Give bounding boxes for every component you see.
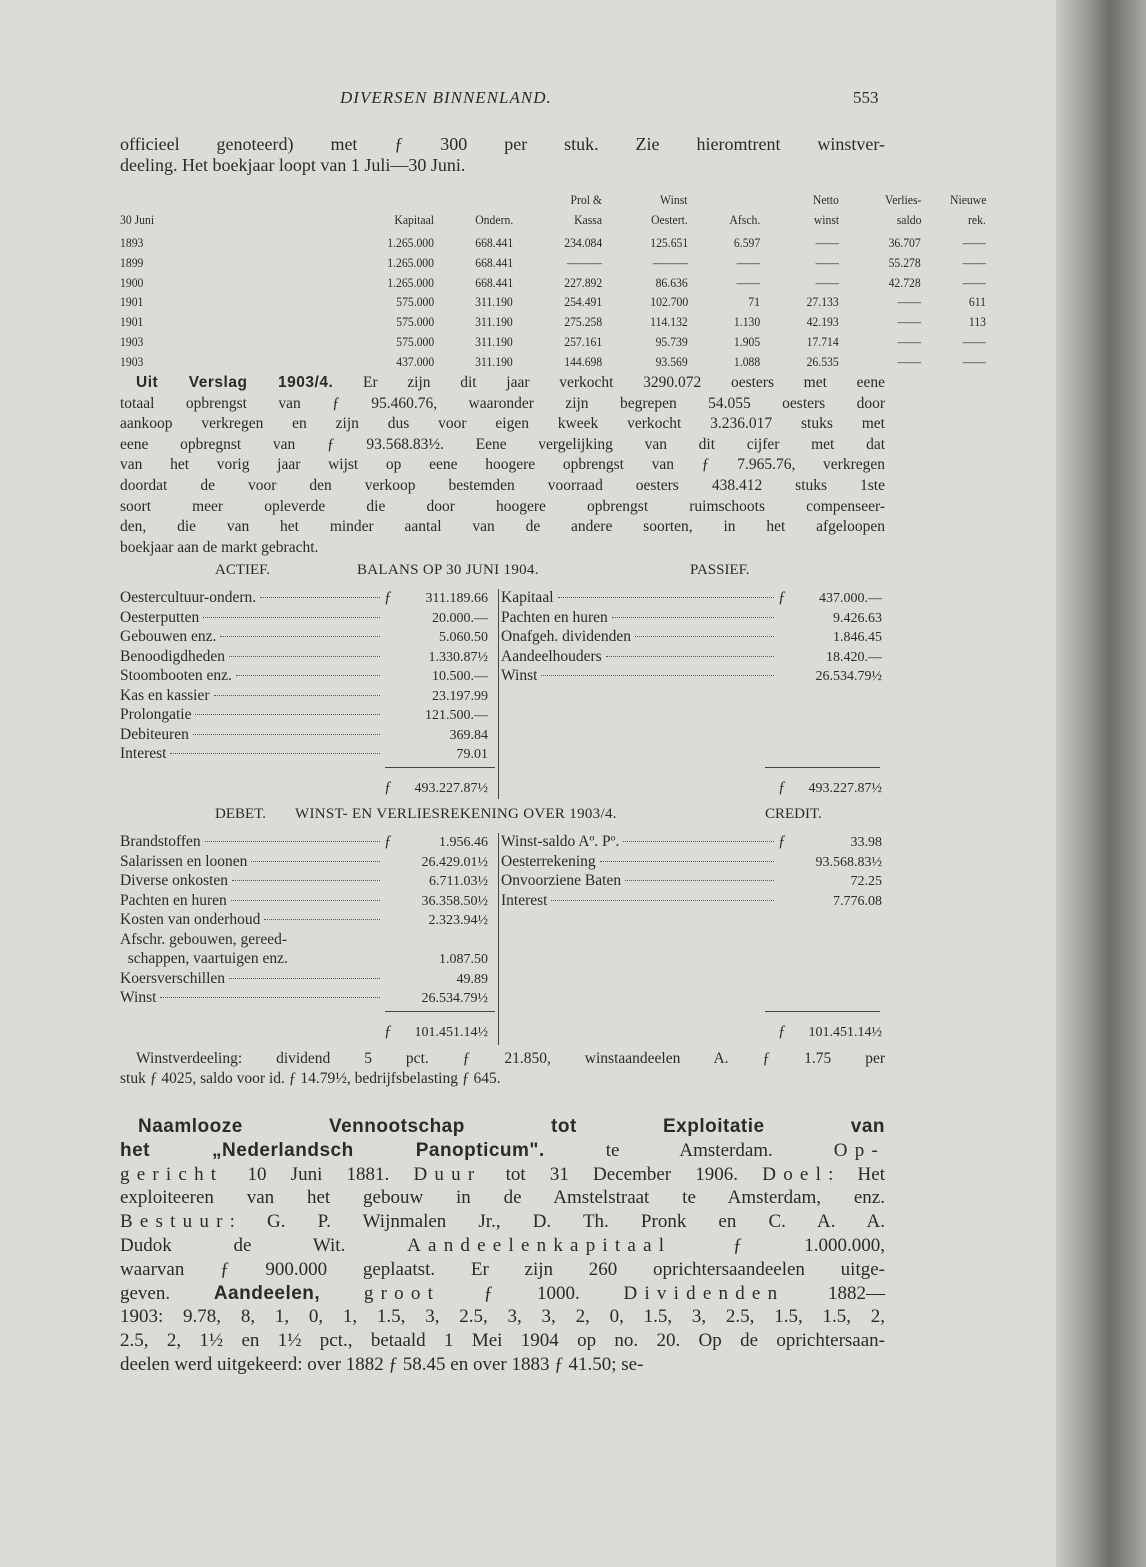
text-line xyxy=(120,518,885,539)
account-value: 23.197.99 xyxy=(432,688,488,704)
dot-leader xyxy=(551,899,774,901)
account-row xyxy=(120,687,488,706)
account-label: Oestercultuur-ondern. xyxy=(120,589,257,606)
account-label: Prolongatie xyxy=(120,706,192,723)
table-cell: 1.088 xyxy=(733,353,760,369)
table-cell: —— xyxy=(962,274,986,290)
text-line xyxy=(120,456,885,477)
account-label: Aandeelhouders xyxy=(501,647,602,665)
text-segment: exploiteeren van het gebouw in de Amstelstraat te Amsterdam, enz. xyxy=(120,1187,885,1209)
total-value: 493.227.87½ xyxy=(808,781,882,796)
spaced-text: Dividenden xyxy=(623,1282,785,1304)
account-value: 9.426.63 xyxy=(833,610,882,626)
dot-leader xyxy=(220,635,380,637)
table-cell: —— xyxy=(962,254,986,270)
text-line xyxy=(120,1070,885,1090)
account-value: 26.429.01½ xyxy=(421,854,488,870)
account-row xyxy=(120,667,488,686)
account-label: Benoodigdheden xyxy=(120,647,226,665)
table-cell: Oestert. xyxy=(651,212,688,227)
currency-sign: ƒ xyxy=(384,779,392,796)
account-row xyxy=(120,911,488,930)
table-cell: 1.130 xyxy=(733,314,760,330)
text-segment: : G. P. Wijnmalen Jr., D. Th. Pronk en C. A. A. xyxy=(229,1211,885,1233)
account-label: Kapitaal xyxy=(501,589,554,606)
account-row xyxy=(120,853,488,872)
text-segment: ƒ 1.000.000, xyxy=(671,1235,886,1256)
account-title: WINST- EN VERLIESREKENING OVER 1903/4. xyxy=(295,806,617,822)
left-heading: ACTIEF. xyxy=(215,562,271,578)
table-cell: 30 Juni xyxy=(120,212,155,227)
text-segment: : Het xyxy=(828,1163,885,1185)
table-row xyxy=(120,235,986,253)
account-row xyxy=(501,667,882,686)
total-rule-right xyxy=(765,1011,880,1012)
table-cell: Afsch. xyxy=(729,212,760,227)
dot-leader xyxy=(193,733,380,735)
table-row xyxy=(120,274,986,293)
table-cell: 6.597 xyxy=(733,235,760,250)
currency-sign: ƒ xyxy=(384,833,392,850)
text-line xyxy=(120,1305,885,1329)
account-value: 20.000.— xyxy=(432,610,488,626)
dot-leader xyxy=(625,879,774,881)
right-heading: CREDIT. xyxy=(765,806,822,822)
dot-leader xyxy=(558,596,774,598)
account-label: Pachten en huren xyxy=(501,608,608,626)
total-rule-left xyxy=(385,767,495,768)
account-label: Gebouwen enz. xyxy=(120,628,217,645)
account-value: 369.84 xyxy=(449,727,488,743)
table-cell: —— xyxy=(736,274,760,290)
account-label: Interest xyxy=(501,891,548,909)
text-segment: tot 31 December 1906. xyxy=(481,1163,763,1185)
table-cell: 1.905 xyxy=(733,334,760,349)
right-total xyxy=(501,779,882,798)
account-value: 1.087.50 xyxy=(439,952,488,967)
text-segment: van het vorig jaar wijst op eene hoogere opbrengst van ƒ 7.965.76, verkregen xyxy=(120,456,885,474)
text-segment: totaal opbrengst van ƒ 95.460.76, waaronder zijn begrepen 54.055 oesters door xyxy=(120,394,885,412)
table-cell: —— xyxy=(815,235,839,250)
total-rule-right xyxy=(765,767,880,768)
page-edge-shadow xyxy=(1056,0,1146,1567)
account-value: 121.500.— xyxy=(425,708,488,723)
bold-text: het „Nederlandsch Panopticum". xyxy=(120,1139,545,1161)
text-line xyxy=(120,436,885,457)
account-value: 5.060.50 xyxy=(439,630,488,645)
dot-leader xyxy=(229,977,380,979)
text-line xyxy=(120,1353,885,1377)
table-cell: Prol & xyxy=(570,192,602,207)
text-segment: boekjaar aan de markt gebracht. xyxy=(120,538,319,556)
text-segment: deeling. Het boekjaar loopt van 1 Juli—30 Juni. xyxy=(120,155,466,175)
account-label: Afschr. gebouwen, gereed- xyxy=(120,930,287,948)
account-row xyxy=(120,989,488,1008)
account-value: 10.500.— xyxy=(432,669,488,684)
dot-leader xyxy=(170,752,380,754)
bold-text: Aandeelen, xyxy=(213,1282,321,1304)
account-label: Oesterputten xyxy=(120,608,200,626)
dot-leader xyxy=(623,840,774,842)
table-cell: 1901 xyxy=(120,314,144,330)
table-header-row xyxy=(120,212,986,230)
account-value: 311.189.66 xyxy=(425,591,488,606)
spaced-text: Aandeelenkapitaal xyxy=(407,1235,672,1256)
table-cell: 27.133 xyxy=(806,294,839,310)
table-cell: 575.000 xyxy=(395,334,434,349)
dot-leader xyxy=(232,879,380,881)
table-cell: 42.728 xyxy=(888,274,921,290)
table-cell: Kassa xyxy=(574,212,602,227)
table-cell: —— xyxy=(815,274,839,290)
table-cell: —— xyxy=(962,353,986,369)
table-cell: 668.441 xyxy=(474,274,513,290)
account-row xyxy=(120,589,488,608)
account-value: 79.01 xyxy=(456,747,488,762)
account-row xyxy=(501,892,882,911)
text-segment: te Amsterdam. xyxy=(544,1139,834,1161)
account-value: 18.420.— xyxy=(826,649,882,665)
text-line xyxy=(120,1282,885,1306)
account-label: Onafgeh. dividenden xyxy=(501,628,631,645)
spaced-text: Bestuur xyxy=(120,1211,230,1233)
table-cell: 668.441 xyxy=(474,235,513,250)
account-label: Interest xyxy=(120,745,167,762)
column-divider xyxy=(498,589,499,799)
text-segment: Dudok de Wit. xyxy=(120,1235,408,1256)
account-value: 93.568.83½ xyxy=(815,854,882,870)
table-cell: 95.739 xyxy=(655,334,688,349)
account-row xyxy=(120,950,488,969)
text-line xyxy=(120,134,885,155)
table-cell: 36.707 xyxy=(888,235,921,250)
dot-leader xyxy=(195,713,380,715)
column-divider xyxy=(498,833,499,1045)
text-line xyxy=(120,1186,885,1210)
account-label: Debiteuren xyxy=(120,725,189,743)
table-cell: 125.651 xyxy=(649,235,688,250)
account-label: Oesterrekening xyxy=(501,852,596,870)
table-cell: ——— xyxy=(652,254,688,270)
account-row xyxy=(120,706,488,725)
account-label: Salarissen en loonen xyxy=(120,852,248,870)
table-cell: 42.193 xyxy=(806,314,839,330)
account-row xyxy=(501,628,882,647)
text-segment: eene opbregnst van ƒ 93.568.83½. Eene vergelijking van dit cijfer met dat xyxy=(120,435,885,453)
text-segment xyxy=(320,1283,364,1304)
table-cell: 1900 xyxy=(120,274,144,290)
account-value: 72.25 xyxy=(850,874,882,889)
text-segment: den, die van het minder aantal van de andere soorten, in het afgeloopen xyxy=(120,518,885,536)
dot-leader xyxy=(231,899,380,901)
table-cell: 1.265.000 xyxy=(387,235,434,250)
account-value: 26.534.79½ xyxy=(815,669,882,684)
table-cell: —— xyxy=(962,235,986,250)
dot-leader xyxy=(260,596,380,598)
text-segment: Er zijn dit jaar verkocht 3290.072 oesters met eene xyxy=(333,374,885,391)
text-segment: 1882— xyxy=(784,1282,886,1304)
account-row xyxy=(501,833,882,852)
bold-text: Uit Verslag 1903/4. xyxy=(136,374,334,391)
text-line xyxy=(120,539,885,560)
dot-leader xyxy=(612,616,774,618)
account-row xyxy=(501,648,882,667)
table-cell: 1903 xyxy=(120,334,144,349)
account-value: 26.534.79½ xyxy=(421,991,488,1006)
spaced-text: gericht xyxy=(120,1163,224,1185)
account-title: BALANS OP 30 JUNI 1904. xyxy=(357,562,539,578)
text-segment: 1903: 9.78, 8, 1, 0, 1, 1.5, 3, 2.5, 3, 3, 2, 0, 1.5, 3, 2.5, 1.5, 1.5, 2, xyxy=(120,1306,885,1328)
account-row xyxy=(120,970,488,989)
text-segment: doordat de voor den verkoop bestemden voorraad oesters 438.412 stuks 1ste xyxy=(120,477,885,494)
account-row xyxy=(120,931,488,950)
text-segment: 2.5, 2, 1½ en 1½ pct., betaald 1 Mei 1904 op no. 20. Op de oprichtersaan- xyxy=(120,1330,885,1352)
account-value: 2.323.94½ xyxy=(428,913,488,928)
text-line xyxy=(120,498,885,519)
table-row xyxy=(120,314,986,332)
table-cell: saldo xyxy=(896,212,921,227)
currency-sign: ƒ xyxy=(778,779,786,796)
text-segment: deelen werd uitgekeerd: over 1882 ƒ 58.45 en over 1883 ƒ 41.50; se- xyxy=(120,1354,644,1375)
dot-leader xyxy=(214,694,380,696)
table-cell: Winst xyxy=(660,192,688,207)
currency-sign: ƒ xyxy=(778,1023,786,1040)
spaced-text: Op- xyxy=(833,1139,886,1161)
text-line xyxy=(120,395,885,416)
table-cell: 114.132 xyxy=(650,314,688,330)
account-value: 6.711.03½ xyxy=(429,874,488,889)
text-line xyxy=(120,155,885,176)
bold-text: Naamlooze Vennootschap tot Exploitatie van xyxy=(138,1116,885,1137)
table-cell: 311.190 xyxy=(475,314,513,330)
account-value: 36.358.50½ xyxy=(421,893,488,909)
account-row xyxy=(120,745,488,764)
account-label: Pachten en huren xyxy=(120,891,227,909)
table-cell: —— xyxy=(736,254,760,270)
account-row xyxy=(120,892,488,911)
table-cell: 26.535 xyxy=(806,353,839,369)
account-value: 1.956.46 xyxy=(439,835,488,850)
table-cell: ——— xyxy=(566,254,602,270)
table-cell: 1.265.000 xyxy=(387,254,434,270)
left-heading: DEBET. xyxy=(215,806,266,822)
spaced-text: groot xyxy=(363,1282,441,1304)
account-value: 49.89 xyxy=(456,971,488,987)
table-cell: —— xyxy=(897,294,921,310)
currency-sign: ƒ xyxy=(778,589,786,606)
table-cell: 227.892 xyxy=(563,274,602,290)
table-row xyxy=(120,294,986,312)
account-row xyxy=(501,872,882,891)
table-cell: Ondern. xyxy=(474,212,513,227)
right-heading: PASSIEF. xyxy=(690,562,750,578)
text-line xyxy=(120,1234,885,1258)
table-cell: winst xyxy=(813,212,839,227)
table-row xyxy=(120,254,986,273)
currency-sign: ƒ xyxy=(384,589,392,606)
table-row xyxy=(120,353,986,372)
account-value: 7.776.08 xyxy=(833,893,882,909)
account-label: Winst-saldo Aº. Pº. xyxy=(501,833,620,850)
dot-leader xyxy=(264,918,380,920)
table-cell: 1893 xyxy=(120,235,144,250)
table-cell: 1901 xyxy=(120,294,144,310)
table-cell: —— xyxy=(962,334,986,349)
right-total xyxy=(501,1023,882,1042)
table-cell: 275.258 xyxy=(563,314,602,330)
left-total xyxy=(120,779,488,798)
table-cell: 257.161 xyxy=(563,334,602,349)
text-segment: stuk ƒ 4025, saldo voor id. ƒ 14.79½, bedrijfsbelasting ƒ 645. xyxy=(120,1070,501,1087)
account-label: Stoombooten enz. xyxy=(120,667,232,684)
left-total xyxy=(120,1023,488,1042)
account-label: Diverse onkosten xyxy=(120,872,229,889)
account-row xyxy=(120,628,488,647)
table-cell: —— xyxy=(897,334,921,349)
dot-leader xyxy=(205,840,380,842)
table-cell: 611 xyxy=(968,294,986,310)
text-line xyxy=(120,477,885,498)
dot-leader xyxy=(203,616,380,618)
table-cell: 668.441 xyxy=(474,254,513,270)
dot-leader xyxy=(229,655,380,657)
dot-leader xyxy=(160,996,380,998)
spaced-text: Doel xyxy=(762,1163,829,1185)
table-cell: Netto xyxy=(812,192,839,207)
account-row xyxy=(120,648,488,667)
table-cell: 93.569 xyxy=(655,353,688,369)
table-cell: 102.700 xyxy=(649,294,688,310)
text-segment: geven. xyxy=(120,1282,214,1304)
text-line xyxy=(120,1115,885,1139)
account-row xyxy=(501,853,882,872)
account-label: Kas en kassier xyxy=(120,686,210,704)
table-cell: Verlies- xyxy=(884,192,921,207)
total-rule-left xyxy=(385,1011,495,1012)
dot-leader xyxy=(635,635,774,637)
text-line xyxy=(120,1163,885,1187)
dot-leader xyxy=(251,860,380,862)
account-label: Koersverschillen xyxy=(120,969,226,987)
account-label: Onvoorziene Baten xyxy=(501,872,622,889)
table-cell: 86.636 xyxy=(655,274,688,290)
account-value: 437.000.— xyxy=(819,591,882,606)
account-label: Winst xyxy=(120,989,157,1006)
text-segment: aankoop verkregen en zijn dus voor eigen kweek verkocht 3.236.017 stuks met xyxy=(120,415,885,433)
table-cell: 71 xyxy=(748,294,760,310)
page-number: 553 xyxy=(853,88,879,107)
account-row xyxy=(501,609,882,628)
table-cell: 1899 xyxy=(120,254,144,270)
table-cell: —— xyxy=(897,314,921,330)
table-cell: 234.084 xyxy=(563,235,602,250)
dot-leader xyxy=(236,674,380,676)
account-row xyxy=(120,726,488,745)
dot-leader xyxy=(600,860,774,862)
text-line xyxy=(120,1210,885,1234)
account-row xyxy=(120,609,488,628)
total-value: 101.451.14½ xyxy=(808,1025,882,1040)
account-row xyxy=(120,833,488,852)
account-label: Kosten van onderhoud xyxy=(120,911,261,928)
text-line xyxy=(120,1139,885,1163)
total-value: 493.227.87½ xyxy=(414,781,488,796)
text-segment: waarvan ƒ 900.000 geplaatst. Er zijn 260 oprichtersaandeelen uitge- xyxy=(120,1258,885,1280)
table-row xyxy=(120,334,986,352)
account-label: Winst xyxy=(501,667,538,684)
table-cell: Nieuwe xyxy=(949,192,986,207)
table-cell: 55.278 xyxy=(888,254,921,270)
text-segment: officieel genoteerd) met ƒ 300 per stuk. Zie hieromtrent winstver- xyxy=(120,134,885,154)
table-cell: 254.491 xyxy=(563,294,602,310)
running-header: DIVERSEN BINNENLAND. xyxy=(340,88,552,107)
table-header-row xyxy=(120,192,986,210)
text-segment: soort meer opleverde die door hoogere opbrengst ruimschoots compenseer- xyxy=(120,497,885,515)
table-cell: 1903 xyxy=(120,353,144,369)
table-cell: rek. xyxy=(968,212,986,227)
spaced-text: Duur xyxy=(413,1163,482,1185)
account-row xyxy=(501,589,882,608)
table-cell: 113 xyxy=(968,314,986,330)
currency-sign: ƒ xyxy=(778,833,786,850)
table-cell: 437.000 xyxy=(395,353,434,369)
text-segment: Winstverdeeling: dividend 5 pct. ƒ 21.850, winstaandeelen A. ƒ 1.75 per xyxy=(136,1050,885,1067)
text-segment: ƒ 1000. xyxy=(440,1282,624,1304)
account-value: 33.98 xyxy=(850,835,882,850)
account-label: Brandstoffen xyxy=(120,833,201,850)
account-row xyxy=(120,872,488,891)
text-line xyxy=(120,415,885,436)
text-line xyxy=(120,1050,885,1070)
text-line xyxy=(120,374,885,395)
currency-sign: ƒ xyxy=(384,1023,392,1040)
table-cell: 575.000 xyxy=(395,294,434,310)
dot-leader xyxy=(606,655,774,657)
table-cell: 17.714 xyxy=(806,334,839,349)
table-cell: 311.190 xyxy=(475,334,513,349)
account-value: 1.330.87½ xyxy=(428,649,488,665)
text-segment: 10 Juni 1881. xyxy=(223,1163,414,1185)
account-value: 1.846.45 xyxy=(833,630,882,645)
table-cell: 311.190 xyxy=(475,353,513,369)
table-cell: —— xyxy=(815,254,839,270)
table-cell: 144.698 xyxy=(563,353,602,369)
table-cell: 1.265.000 xyxy=(387,274,434,290)
table-cell: Kapitaal xyxy=(394,212,434,227)
total-value: 101.451.14½ xyxy=(414,1025,488,1040)
account-label: schappen, vaartuigen enz. xyxy=(120,950,288,967)
text-line xyxy=(120,1258,885,1282)
table-cell: 311.190 xyxy=(475,294,513,310)
dot-leader xyxy=(541,674,774,676)
text-line xyxy=(120,1329,885,1353)
table-cell: 575.000 xyxy=(395,314,434,330)
table-cell: —— xyxy=(897,353,921,369)
